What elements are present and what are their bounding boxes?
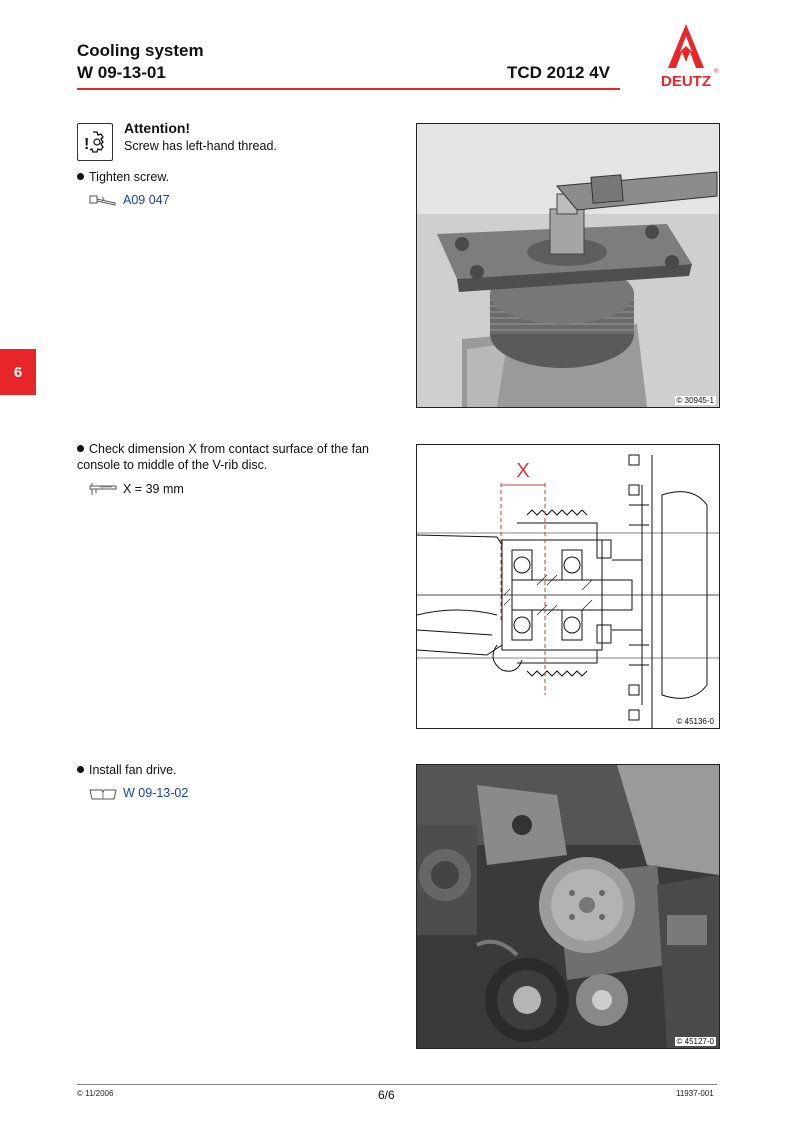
figure-3-caption: © 45127-0	[676, 1037, 714, 1046]
figure-install-fan-drive	[416, 764, 720, 1049]
torque-wrench-icon	[88, 193, 118, 207]
step-1-reference-link[interactable]: A09 047	[123, 193, 170, 207]
figure-tighten-screw	[416, 123, 720, 408]
figure-dimension-x	[416, 444, 720, 729]
step-3-reference-link[interactable]: W 09-13-02	[123, 786, 189, 800]
step-2	[77, 441, 397, 473]
bullet-icon	[77, 173, 84, 180]
step-1	[77, 169, 397, 185]
document-code: W 09-13-01	[77, 63, 166, 82]
footer-rule	[77, 1084, 717, 1085]
section-title: Cooling system	[77, 41, 204, 60]
footer-date: © 11/2006	[77, 1089, 114, 1098]
chapter-tab: 6	[0, 349, 36, 395]
header-rule	[77, 88, 620, 90]
deutz-logo	[652, 22, 720, 90]
attention-heading: Attention!	[124, 120, 191, 136]
figure-1-caption: © 30945-1	[676, 396, 714, 405]
step-3-text: Install fan drive.	[89, 763, 177, 777]
photo-engine	[417, 765, 719, 1048]
brand-wordmark: DEUTZ	[661, 73, 711, 90]
photo-wrench-pulley	[417, 124, 719, 407]
bullet-icon	[77, 445, 84, 452]
step-1-text: Tighten screw.	[89, 170, 170, 184]
attention-text: Screw has left-hand thread.	[124, 139, 277, 153]
dimension-value: X = 39 mm	[123, 482, 184, 496]
drawing-cross-section	[417, 445, 719, 728]
manual-book-icon	[88, 787, 118, 801]
dimension-x-marker: X	[516, 460, 530, 482]
figure-2-caption: © 45136-0	[676, 717, 714, 726]
page-number: 6/6	[378, 1088, 395, 1102]
step-3	[77, 762, 397, 778]
bullet-icon	[77, 766, 84, 773]
svg-text:!: !	[84, 136, 90, 153]
svg-text:®: ®	[714, 69, 719, 75]
step-2-text: Check dimension X from contact surface of the fan console to middle of the V-rib disc.	[77, 442, 369, 472]
engine-model: TCD 2012 4V	[507, 63, 610, 82]
attention-icon	[77, 123, 113, 161]
footer-doc-number: 11937-001	[676, 1089, 714, 1098]
caliper-icon	[88, 482, 118, 496]
